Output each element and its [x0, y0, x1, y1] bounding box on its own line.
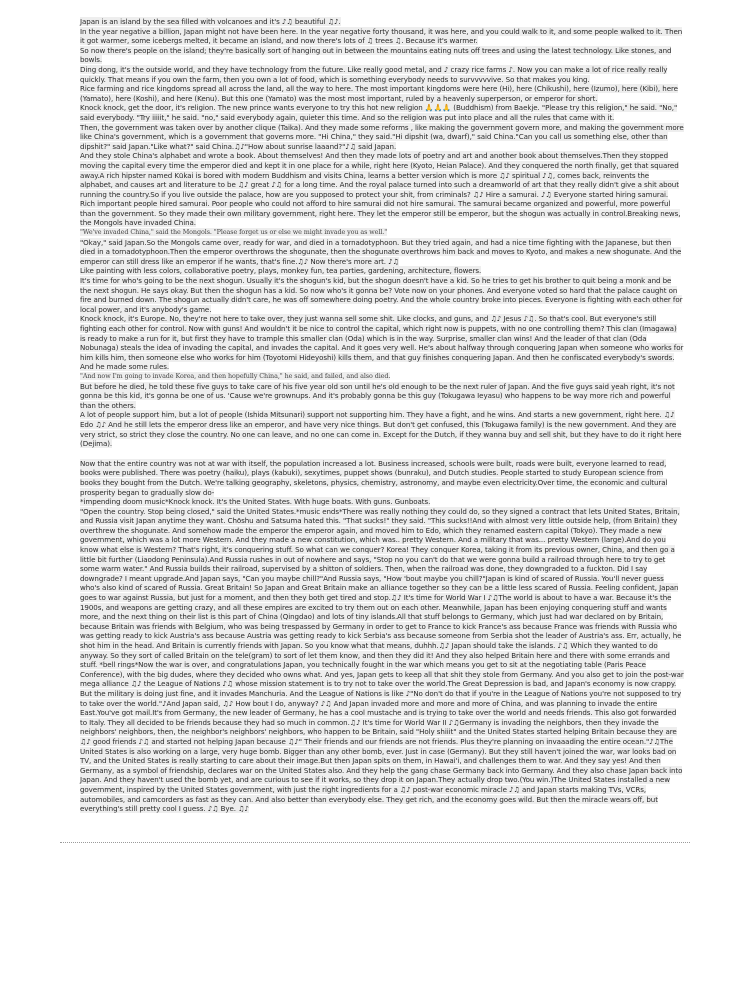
paragraph: Knock knock, get the door, it's religion. The new prince wants everyone to try this hot new religion 🙏🙏🙏 (Buddhism) from Baekje. "Please try this religion," he said. "No," said everybody. "Try iiiiit," he said. "no," said everybody again, quieter this time. And so the religion was put into place and all the rules that came with it. — [80, 103, 678, 122]
paragraph: "Open the country. Stop being closed," said the United States.*music ends*There was really nothing they could do, so they signed a contract that lets United States, Britain, and Russia visit Japan anytime they want. Chōshu and Satsuma hated this. "That sucks!" they said. "This sucks!!And with almost very little outside help, (from Britain) they overthrew the shogunate. And somehow made the emperor the emperor again, and moved him to Edo, which they renamed eastern capital (Tokyo). They made a new government, which was a lot more Western. And they made a new constitution, which was.. pretty Western. And a military that was... pretty Western (large).And do you know what else is Western? That's right, it's conquering stuff. So what can we conquer? Korea! They conquer Korea, taking it from its previous owner, China, and then go a little bit further (Liaodong Peninsula).And Russia rushes in out of nowhere and says, "Stop no you can't do that we were gonna build a railroad through here to try to get some warm water." And Russia builds their railroad, supervised by a shitton of soldiers. Then, when the railroad was done, they downgraded to a fuckton. Did I say downgrade? I meant upgrade.And Japan says, "Can you maybe chill?"And Russia says, "How 'bout maybe you chill?"Japan is kind of scared of Russia. You'll never guess who's also kind of scared of Russia. Great Britain! So Japan and Great Britain make an alliance together so they can be a little less scared of Russia. Feeling confident, Japan goes to war against Russia, but just for a moment, and then they both get tired and stop.♫♪ It's time for World War I ♪♫The world is about to have a war. Because it's the 1900s, and weapons are getting crazy, and all these empires are excited to try them out on each other. Meanwhile, Japan has been enjoying conquering stuff and wants more, and the next thing on their list is this part of China (Qingdao) and lots of tiny islands.All that stuff belongs to Germany, which just had war declared on by Britain, because Britain was friends with Belgium, who was being trespassed by Germany in order to get to France to kick France's ass because France was friends with Russia who was getting ready to kick Austria's ass because Austria was getting ready to kick Serbia's ass because someone from Serbia shot the leader of Austria's ass. Err, actually, he shot him in the head. And Britain is currently friends with Japan. So you know what that means, duhhh.♫♪ Japan should take the islands. ♪♫ Which they wanted to do anyway. So they sort of called Britain on the tele(gram) to sort of let them know, and then they did it! And they also helped Britain here and there with some errands and stuff. *bell rings*Now the war is over, and congratulations Japan, you technically fought in the war which means you get to sit at the negotiating table (Paris Peace Conference), with the big dudes, where they decided who owns what. And yes, Japan gets to keep all that shit they stole from Germany. And you also get to join the post-war mega alliance ♫♪ the League of Nations ♪♫ whose mission statement is to try not to take over the world.The Great Depression is bad, and Japan's economy is now crappy. But the military is doing just fine, and it invades Manchuria. And the League of Nations is like ♪"No don't do that if you're in the League of Nations you're not supposed to try to take over the world."♪And Japan said, ♫♪ How bout I do, anyway? ♪♫ And Japan invaded more and more and more of China, and was planning to invade the entire East.You've got mail.It's from Germany, the new leader of Germany, he has a cool mustache and is trying to take over the world and needs friends. This also got forwarded to Italy. They all decided to be friends because they had so much in common.♫♪ It's time for World War II ♪♫Germany is invading the neighbors, then they invade the neighbors' neighbors, then, the neighbor's neighbors' neighbors, who happen to be Britain, said "Holy shiiit" and the United States started helping Britain because they are ♫♪ good friends ♪♫ and started not helping Japan because ♫♪" Their friends and our friends are not friends. Plus they're planning on invaaading the entire ocean."♪♫The United States is also working on a large, very huge bomb. Bigger than any other bomb, ever. Just in case (Germany). But they still haven't joined the war, war looks bad on TV, and the United States is really starting to care about their image.But then Japan spits on them, in Hawai'i, and challenges them to war. And they say yes! And then Germany, as a symbol of friendship, declares war on the United States also. And they help the gang chase Germany back into Germany. And they also chase Japan back into Japan. And they haven't used the bomb yet, and are curious to see if it works, so they drop it on Japan.They actually drop two.(You win.)The United States installed a new government, inspired by the United States government, with just the right ingredients for a ♫♪ post-war economic miracle ♪♫ and Japan starts making TVs, VCRs, automobiles, and camcorders as fast as they can. And also better than everybody else. They get rich, and the economy goes wild. But then the miracle wears off, but everything's still pretty cool I guess. ♪♫ Bye. ♫♪ — [80, 506, 684, 814]
paragraph: Knock knock, it's Europe. No, they're not here to take over, they just wanna sell some shit. Like clocks, and guns, and ♫♪ Jesus ♪♫. So that's cool. But everyone's still fighting each other for control. Now with guns! And wouldn't it be nice to control the capital, which right now is puppets, with no one controlling them? This clan (Imagawa) is ready to make a run for it, but first they have to trample this smaller clan (Oda) which is in the way. Surprise, smaller clan wins! And the leader of that clan (Oda Nobunaga) steals the idea of invading the capital, and invades the capital. And it goes very well. He's about halfway through conquering Japan when someone who works for him kills him, then someone else who works for him (Toyotomi Hideyoshi) kills them, and that guy finishes conquering Japan. And then he confiscated everybody's swords. And he made some rules. — [80, 314, 684, 372]
paragraph: So now there's people on the island; they're basically sort of hanging out in between the mountains eating nuts off trees and using the latest technology. Like stones, and bowls. — [80, 45, 672, 65]
paragraph: Ding dong, it's the outside world, and they have technology from the future. Like really good metal, and ♪ crazy rice farms ♪. Now you can make a lot of rice really really quickly. That means if you own the farm, then you own a lot of food, which is something everybody needs to survvvvvive. So that makes you king. — [80, 64, 668, 84]
paragraph: Rice farming and rice kingdoms spread all across the land, all the way to here. The most important kingdoms were here (Hi), here (Chikushi), here (Izumo), here (Kibi), here (Yamato), here (Koshi), and here (Kenu). But this one (Yamato) was the most most important, ruled by a heavenly superperson, or emperor for short. — [80, 84, 678, 103]
paragraph: But before he died, he told these five guys to take care of his five year old son until he's old enough to be the next ruler of Japan. And the five guys said yeah right, it's not gonna be this kid, it's gonna be one of us. 'Cause we're grownups. And it's probably gonna be this guy (Tokugawa Ieyasu) who happens to be way more rich and powerful than the others. — [80, 381, 675, 410]
paragraph: A lot of people support him, but a lot of people (Ishida Mitsunari) support not supporting him. They have a fight, and he wins. And starts a new government, right here. ♫♪ Edo ♫♪ And he still lets the emperor dress like an emperor, and have very nice things. But don't get confused, this (Tokugawa family) is the new government. And they are very strict, so strict they close the country. No one can leave, and no one can come in. Except for the Dutch, if they wanna buy and sell shit, but they have to do it right here (Dejima). — [80, 410, 682, 449]
paragraph: "Okay," said Japan.So the Mongols came over, ready for war, and died in a tornadotyphoon. But they tried again, and had a nice time fighting with the Japanese, but then died in a tornadotyphoon.Then the emperor overthrows the shogunate, then the shogunate overthrows him back and moves to Kyoto, and makes a new shogunate. And the emperor can still dress like an emperor if he wants, that's fine.♫♪ Now there's more art. ♪♫ — [80, 237, 682, 266]
paragraph: Like painting with less colors, collaborative poetry, plays, monkey fun, tea parties, gardening, architecture, flowers. — [80, 266, 482, 276]
quote-line: "We've invaded China," said the Mongols. "Please forget us or else we might invade you as well." — [80, 228, 388, 237]
paragraph: Then, the government was taken over by another clique (Taika). And they made some reforms , like making the government govern more, and making the government more like China's government, which is a government that governs more. "Hi China," they said."Hi dipshit (wa, dwarf)," said China."Can you call us something else, other than dipshit?" said Japan."Like what?" said China.♫♪"How about sunrise laaand?"♪♫ said Japan. — [80, 122, 684, 151]
quote-line: "And now I'm going to invade Korea, and then hopefully China," he said, and failed, and also died. — [80, 371, 391, 380]
paragraph: *impending doom music*Knock knock. It's the United States. With huge boats. With guns. Gunboats. — [80, 497, 431, 507]
paragraph: Now that the entire country was not at war with itself, the population increased a lot. Business increased, schools were built, roads were built, everyone learned to read, books were published. There was poetry (haiku), plays (kabuki), sexytimes, puppet shows (bunraku), and Dutch studies. People started to study European science from books they bought from the Dutch. We're talking geography, skeletons, physics, chemistry, astronomy, and maybe even electricity.Over time, the economic and cultural prosperity began to gradually slow do- — [80, 458, 668, 497]
page-break-divider — [60, 842, 690, 843]
document-body — [80, 17, 684, 814]
paragraph: It's time for who's going to be the next shogun. Usually it's the shogun's kid, but the shogun doesn't have a kid. So he tries to get his brother to quit being a monk and be the next shogun. He says okay. But then the shogun has a kid. So now who's it gonna be? Vote now on your phones. And everyone voted so hard that the palace caught on fire and burned down. The shogun actually didn't care, he was off somewhere doing poetry. And the whole country broke into pieces. Everyone is fighting with each other for local power, and it's anybody's game. — [80, 276, 683, 314]
paragraph: Japan is an island by the sea filled with volcanoes and it's ♪♫ beautiful ♫♪. — [80, 17, 341, 26]
paragraph: In the year negative a billion, Japan might not have been here. In the year negative forty thousand, it was here, and you could walk to it, and some people walked to it. Then it got warmer, some icebergs melted, it became an island, and now there's lots of ♫ trees ♫. Because it's warmer. — [80, 26, 683, 46]
paragraph: And they stole China's alphabet and wrote a book. About themselves! And then they made lots of poetry and art and another book about themselves.Then they stopped moving the capital every time the emperor died and kept it in one place for a while, right here (Kyoto, Heian Palace). And they conquered the north finally, get that squared away.A rich hipster named Kūkai is bored with modern Buddhism and visits China, learns a better version which is more ♫♪ spiritual ♪♫, comes back, reinvents the alphabet, and causes art and literature to be ♫♪ great ♪♫ for a long time. And the royal palace turned into such a dreamworld of art that they really didn't give a shit about running the country.So if you live outside the palace, how are you supposed to protect your shit, from criminals? ♫♪ Hire a samurai. ♪♫ Everyone started hiring samurai. Rich important people hired samurai. Poor people who could not afford to hire samurai did not hire samurai. The samurai became organized and powerful, more powerful than the government. So they made their own military government, right here. They let the emperor still be emperor, but the shogun was actually in control.Breaking news, the Mongols have invaded China. — [80, 151, 681, 228]
